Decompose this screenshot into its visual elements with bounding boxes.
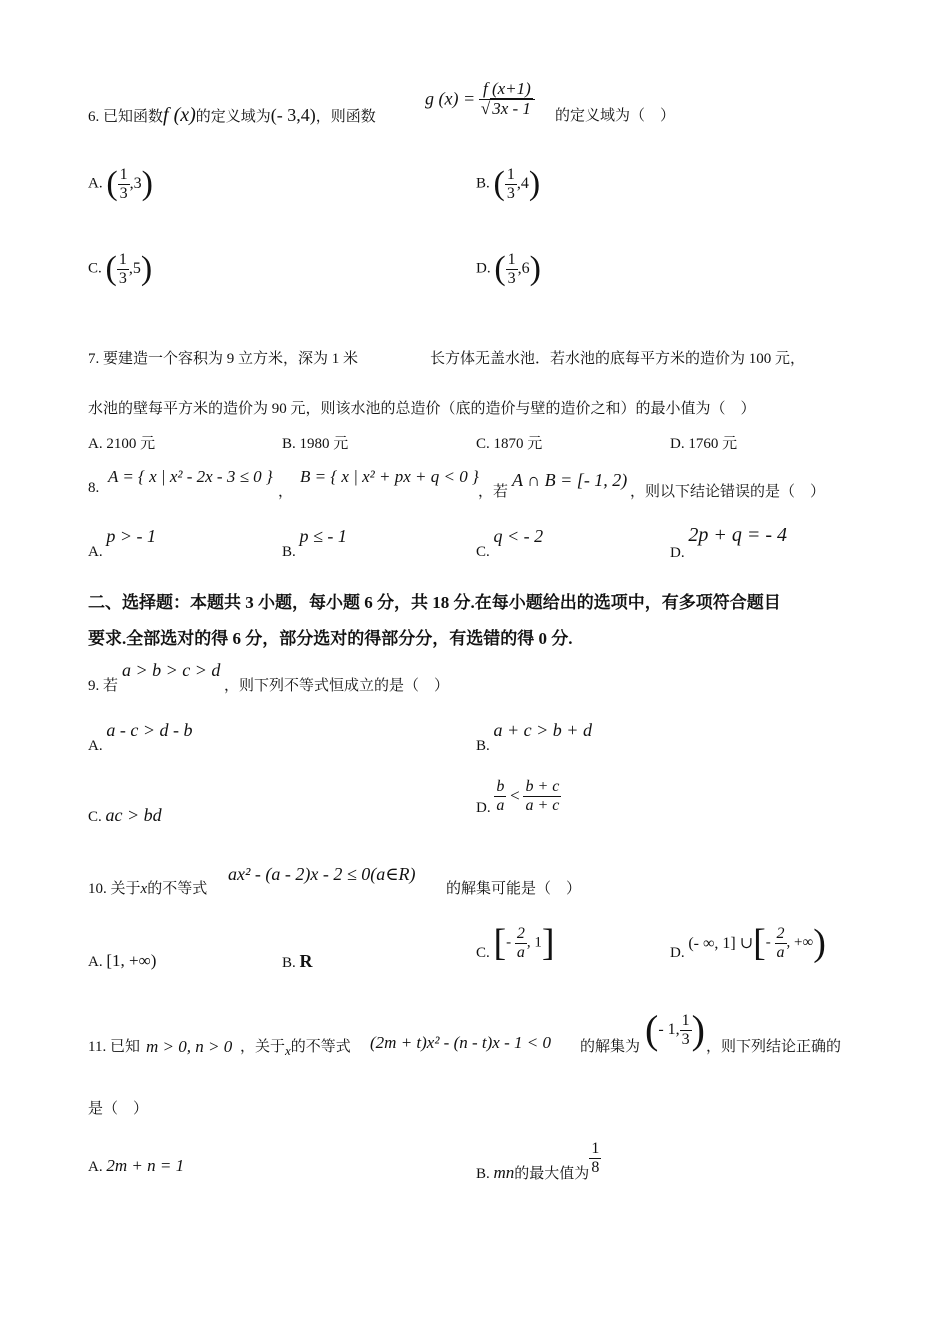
q6-f: f (x) xyxy=(163,104,196,126)
q6-pre: 6. 已知函数 xyxy=(88,109,164,125)
q11-sol-text: 的解集为 xyxy=(580,1039,641,1055)
q7-option-b[interactable]: B. 1980 元 xyxy=(282,436,349,452)
option-label: D. xyxy=(476,260,491,277)
q9-option-a[interactable]: A. a - c > d - b xyxy=(88,720,193,754)
option-text: 2p + q = - 4 xyxy=(688,524,787,546)
frac-num: 1 xyxy=(591,1140,600,1157)
q8-pre: 8. xyxy=(88,480,100,496)
frac-num: 1 xyxy=(119,166,128,183)
option-text: a - c > d - b xyxy=(106,720,193,740)
q6-option-c[interactable]: C. ( $\frac{1}{3}$ ,5) xyxy=(88,250,153,288)
q10-option-c[interactable]: C. [- $\frac{2}{a}$ , 1] xyxy=(476,922,555,964)
frac-num: b + c xyxy=(525,778,560,795)
option-upper: 6 xyxy=(521,260,530,278)
frac-num: 2 xyxy=(516,924,525,942)
q7-line1: 7. 要建造一个容积为 9 立方米，深为 1 米 xyxy=(88,351,359,367)
q11-post: ，则下列结论正确的 xyxy=(706,1039,842,1055)
q11-about: ，关于x的不等式 xyxy=(240,1039,351,1058)
frac-num: 1 xyxy=(118,251,127,268)
frac-den: 3 xyxy=(118,269,127,287)
option-pre: (- ∞, 1] ∪ xyxy=(688,935,754,952)
option-label: C. xyxy=(88,260,102,277)
option-upper: 5 xyxy=(132,260,141,278)
frac-num: b xyxy=(496,778,505,795)
q8-cap: A ∩ B = [- 1, 2) xyxy=(512,470,628,490)
q9-cond: a > b > c > d xyxy=(122,660,221,680)
option-text: [1, +∞) xyxy=(106,951,157,970)
frac-den: 3 xyxy=(119,184,128,202)
q9-pre: 9. 若 xyxy=(88,678,119,694)
q10-option-b[interactable]: B. R xyxy=(282,951,313,971)
op: < xyxy=(510,786,520,806)
q6-stem xyxy=(88,104,376,127)
q10-option-d[interactable]: D. (- ∞, 1] ∪[- $\frac{2}{a}$ , +∞) xyxy=(670,922,826,964)
q6-g-def xyxy=(425,80,535,118)
frac-num: 1 xyxy=(506,166,515,183)
section-heading-line1: 二、选择题：本题共 3 小题，每小题 6 分，共 18 分.在每小题给出的选项中，有多项符合题目 xyxy=(88,593,781,612)
q11-pre: 11. 已知 xyxy=(88,1039,140,1055)
q8-post: ，则以下结论错误的是（ ） xyxy=(630,484,826,500)
frac-den: 8 xyxy=(591,1158,600,1176)
frac-den: 3 xyxy=(681,1030,690,1048)
frac-num: 1 xyxy=(507,251,516,268)
q11-option-b[interactable]: B. mn的最大值为 $\frac{1}{8}$ xyxy=(476,1140,600,1182)
q6-interval: (- 3,4) xyxy=(270,105,316,125)
q9-option-b[interactable]: B. a + c > b + d xyxy=(476,720,592,754)
q10-option-a[interactable]: A. [1, +∞) xyxy=(88,951,157,970)
option-text: q < - 2 xyxy=(493,526,544,546)
q6-domain-text: 的定义域为 xyxy=(195,109,271,125)
q11-ineq: (2m + t)x² - (n - t)x - 1 < 0 xyxy=(370,1033,551,1052)
option-mid: 的最大值为 xyxy=(514,1165,590,1182)
option-text: 1980 元 xyxy=(299,436,349,452)
option-text: ac > bd xyxy=(105,805,162,825)
frac-den: 3 xyxy=(507,269,516,287)
option-text: 2m + n = 1 xyxy=(106,1156,185,1175)
frac-den: 3 xyxy=(506,184,515,202)
q7-line1b: 长方体无盖水池．若水池的底每平方米的造价为 100 元， xyxy=(430,351,806,367)
option-text: p > - 1 xyxy=(106,526,156,546)
q8-comma: ， xyxy=(278,484,294,500)
q8-if: ，若 xyxy=(478,484,509,500)
q7-option-c[interactable]: C. 1870 元 xyxy=(476,436,543,452)
q8-option-a[interactable]: A. p > - 1 xyxy=(88,526,156,560)
frac-den: a xyxy=(496,796,505,814)
q10-var: x xyxy=(140,881,148,897)
q11-cond: m > 0, n > 0 xyxy=(146,1037,233,1056)
q7-option-d[interactable]: D. 1760 元 xyxy=(670,436,738,452)
q7-option-a[interactable]: A. 2100 元 xyxy=(88,436,156,452)
q10-post: 的解集可能是（ ） xyxy=(446,881,582,897)
q11-line2: 是（ ） xyxy=(88,1101,149,1117)
q6-g-lhs: g (x) = xyxy=(425,88,476,109)
q6-then: ，则函数 xyxy=(315,109,376,125)
option-upper: 4 xyxy=(520,175,529,193)
option-text: R xyxy=(299,951,313,971)
q10-ineq: ax² - (a - 2)x - 2 ≤ 0(a∈R) xyxy=(228,864,416,884)
q11-interval: (- 1, $\frac{1}{3}$ ) xyxy=(645,1007,705,1052)
option-text: 1760 元 xyxy=(688,436,738,452)
section-heading-line2: 要求.全部选对的得 6 分，部分选对的得部分分，有选错的得 0 分. xyxy=(88,629,573,648)
q8-option-c[interactable]: C. q < - 2 xyxy=(476,526,544,560)
option-label: A. xyxy=(88,175,103,192)
q6-g-frac: $\frac{f (x+1)}{√ 3x - 1}$ xyxy=(479,80,535,118)
q6-option-b[interactable]: B. ( $\frac{1}{3}$ ,4) xyxy=(476,165,541,203)
q6-option-d[interactable]: D. ( $\frac{1}{3}$ ,6) xyxy=(476,250,541,288)
q9-option-c[interactable]: C. ac > bd xyxy=(88,805,162,825)
q10-stem: 10. 关于x的不等式 xyxy=(88,881,208,897)
frac-num: 2 xyxy=(776,924,785,942)
q11-option-a[interactable]: A. 2m + n = 1 xyxy=(88,1156,185,1175)
q6-post: 的定义域为（ ） xyxy=(555,108,676,124)
option-text: p ≤ - 1 xyxy=(299,526,347,546)
option-text: a + c > b + d xyxy=(493,720,592,740)
frac-num: 1 xyxy=(681,1011,690,1029)
q9-post: ，则下列不等式恒成立的是（ ） xyxy=(224,678,450,694)
q6-option-a[interactable]: A. ( $\frac{1}{3}$ ,3) xyxy=(88,165,153,203)
q7-line2: 水池的壁每平方米的造价为 90 元，则该水池的总造价（底的造价与壁的造价之和）的最小值为（ ） xyxy=(88,401,756,417)
option-upper: 3 xyxy=(133,175,142,193)
q8-set-a: A = { x | x² - 2x - 3 ≤ 0 } xyxy=(108,467,273,486)
q6-g-den: 3x - 1 xyxy=(492,98,531,118)
option-text: mn xyxy=(493,1162,515,1182)
q9-option-d[interactable]: D. $\frac{b}{a}$ < $\frac{b + c}{a + c}$ xyxy=(476,778,560,816)
q8-set-b: B = { x | x² + px + q < 0 } xyxy=(300,467,479,486)
q8-option-b[interactable]: B. p ≤ - 1 xyxy=(282,526,347,560)
frac-den: a + c xyxy=(525,796,560,814)
frac-den: a xyxy=(776,943,785,961)
option-label: B. xyxy=(476,175,490,192)
frac-den: a xyxy=(516,943,525,961)
q8-option-d[interactable]: D. 2p + q = - 4 xyxy=(670,524,787,561)
option-text: 1870 元 xyxy=(493,436,543,452)
option-text: 2100 元 xyxy=(106,436,156,452)
q6-g-num: f (x+1) xyxy=(479,80,535,100)
